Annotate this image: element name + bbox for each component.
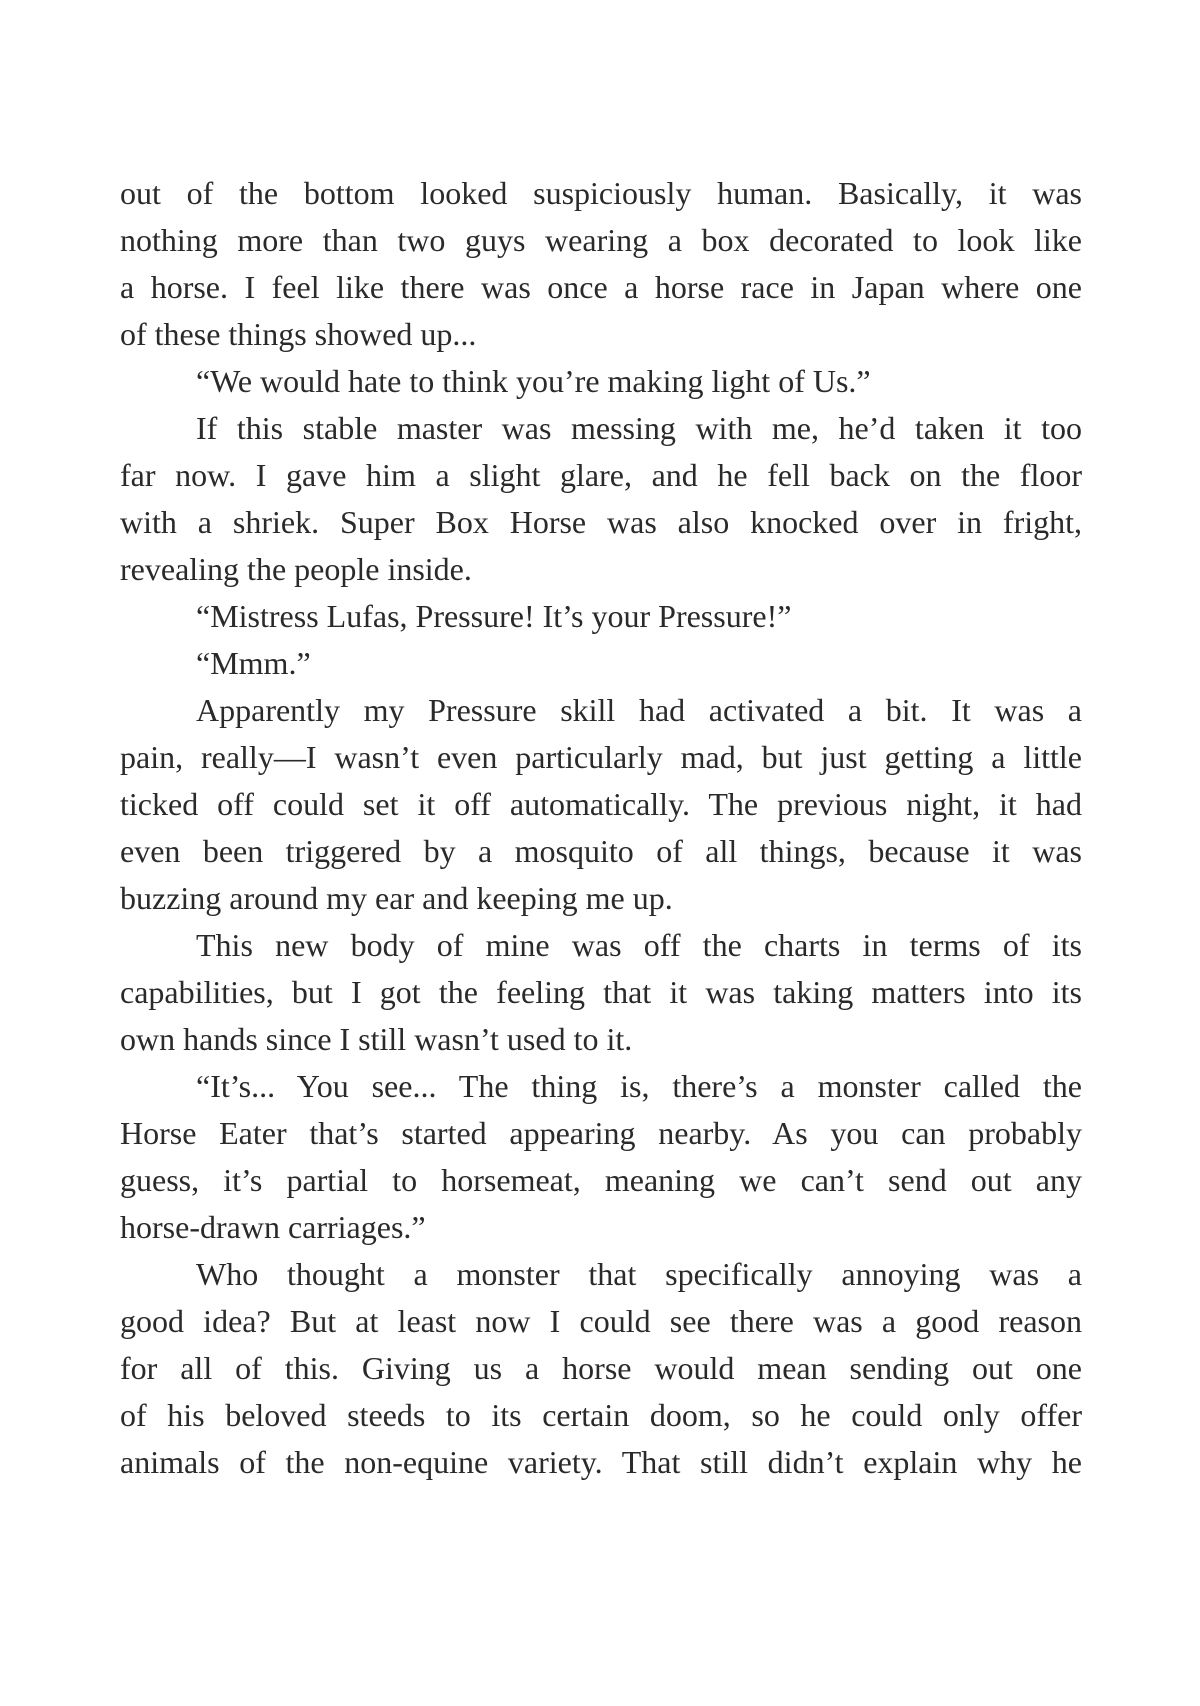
text-line: even been triggered by a mosquito of all things, because it was <box>120 833 1082 869</box>
text-line: “We would hate to think you’re making light of Us.” <box>196 363 871 399</box>
text-line: far now. I gave him a slight glare, and he fell back on the floor <box>120 457 1082 493</box>
text-line: for all of this. Giving us a horse would mean sending out one <box>120 1350 1082 1386</box>
text-line: horse-drawn carriages.” <box>120 1209 426 1245</box>
text-line: “It’s... You see... The thing is, there’s a monster called the <box>196 1068 1082 1104</box>
text-line: “Mistress Lufas, Pressure! It’s your Pressure!” <box>196 598 792 634</box>
text-line: a horse. I feel like there was once a horse race in Japan where one <box>120 269 1082 305</box>
text-line: Horse Eater that’s started appearing nearby. As you can probably <box>120 1115 1082 1151</box>
text-line: nothing more than two guys wearing a box decorated to look like <box>120 222 1082 258</box>
text-line: guess, it’s partial to horsemeat, meaning we can’t send out any <box>120 1162 1082 1198</box>
text-line: ticked off could set it off automatically. The previous night, it had <box>120 786 1082 822</box>
text-line: capabilities, but I got the feeling that it was taking matters into its <box>120 974 1082 1010</box>
text-line: If this stable master was messing with me, he’d taken it too <box>196 410 1082 446</box>
book-page <box>120 0 1082 1706</box>
text-line: out of the bottom looked suspiciously human. Basically, it was <box>120 175 1082 211</box>
text-line: “Mmm.” <box>196 645 311 681</box>
text-line: good idea? But at least now I could see there was a good reason <box>120 1303 1082 1339</box>
text-line: revealing the people inside. <box>120 551 472 587</box>
text-line: Who thought a monster that specifically annoying was a <box>196 1256 1082 1292</box>
text-line: own hands since I still wasn’t used to it. <box>120 1021 633 1057</box>
text-line: of his beloved steeds to its certain doom, so he could only offer <box>120 1397 1082 1433</box>
text-line: with a shriek. Super Box Horse was also knocked over in fright, <box>120 504 1082 540</box>
text-line: buzzing around my ear and keeping me up. <box>120 880 673 916</box>
text-line: animals of the non-equine variety. That still didn’t explain why he <box>120 1444 1082 1480</box>
text-line: of these things showed up... <box>120 316 477 352</box>
text-line: Apparently my Pressure skill had activated a bit. It was a <box>196 692 1082 728</box>
text-line: This new body of mine was off the charts in terms of its <box>196 927 1082 963</box>
text-line: pain, really—I wasn’t even particularly mad, but just getting a little <box>120 739 1082 775</box>
